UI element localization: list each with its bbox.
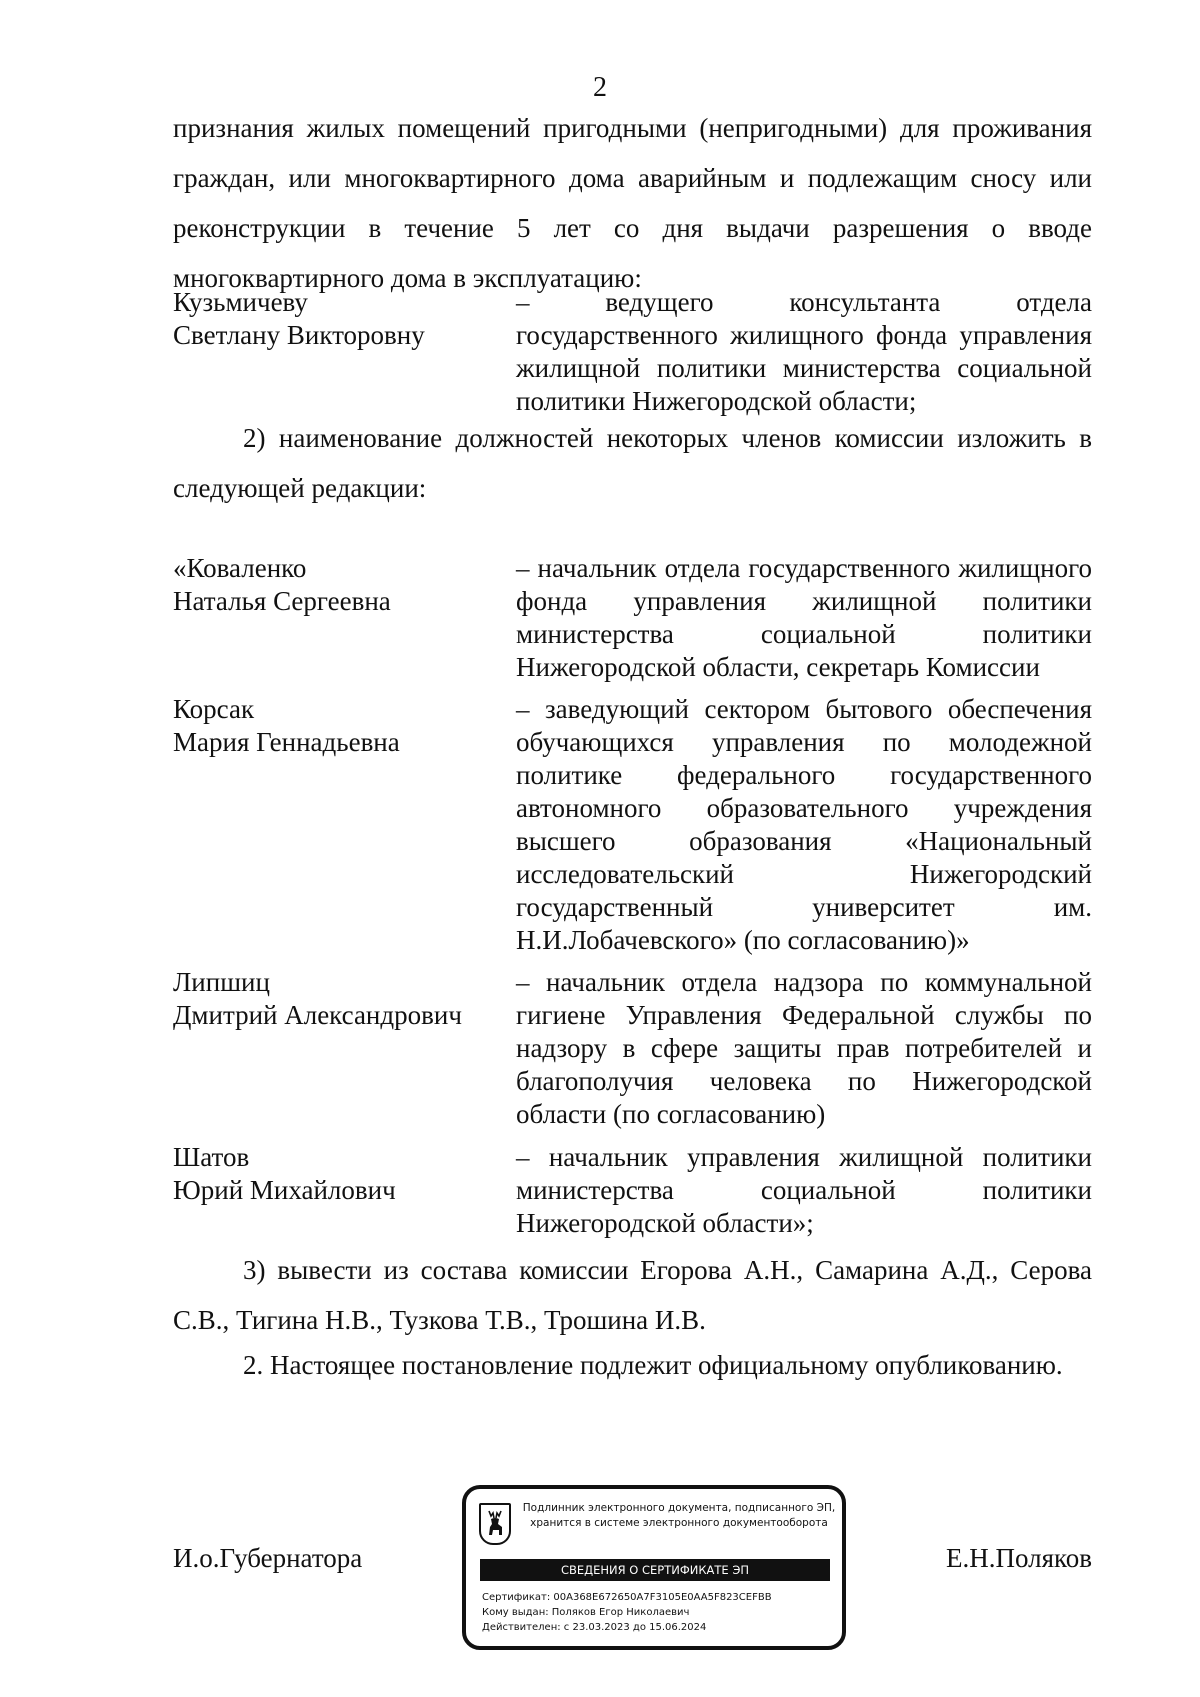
member-name [173,693,503,759]
member-surname: Липшиц [173,967,270,997]
stamp-details [482,1590,832,1635]
member-role: – начальник отдела надзора по коммунальной гигиене Управления Федеральной службы по надзору в сфере защиты прав потребителей и благополучия человека по Нижегородской области (по согласованию) [516,967,1092,1129]
member-surname: Корсак [173,694,255,724]
member-role: – ведущего консультанта отдела государственного жилищного фонда управления жилищной политики министерства социальной политики Нижегородской области; [516,287,1092,416]
member-surname: Кузьмичеву [173,287,308,317]
deer-coat-of-arms-icon [479,1503,511,1545]
member-given-name: Дмитрий Александрович [173,1000,462,1030]
item-2-paragraph: 2) наименование должностей некоторых членов комиссии изложить в следующей редакции: [173,423,1092,503]
stamp-header [520,1501,838,1531]
electronic-signature-stamp [462,1485,846,1650]
member-name [173,552,503,618]
member-surname: «Коваленко [173,553,307,583]
member-given-name: Юрий Михайлович [173,1175,396,1205]
member-given-name: Мария Геннадьевна [173,727,400,757]
stamp-certificate-title: СВЕДЕНИЯ О СЕРТИФИКАТЕ ЭП [480,1559,830,1581]
member-given-name: Наталья Сергеевна [173,586,391,616]
stamp-header-line: Подлинник электронного документа, подписанного ЭП, [522,1502,836,1514]
certificate-owner: Кому выдан: Поляков Егор Николаевич [482,1607,690,1618]
item-3-paragraph: 3) вывести из состава комиссии Егорова А.Н., Самарина А.Д., Серова С.В., Тигина Н.В., Тузкова Т.В., Трошина И.В. [173,1255,1092,1335]
intro-paragraph: признания жилых помещений пригодными (непригодными) для проживания граждан, или многоквартирного дома аварийным и подлежащим сносу или реконструкции в течение 5 лет со дня выдачи разрешения о вводе многоквартирного дома в эксплуатацию: [173,113,1092,293]
signatory-title: И.о.Губернатора [173,1543,363,1573]
member-surname: Шатов [173,1142,250,1172]
stamp-header-line: хранится в системе электронного документооборота [530,1517,828,1529]
clause-2-paragraph: 2. Настоящее постановление подлежит официальному опубликованию. [243,1350,1063,1380]
member-role: – начальник управления жилищной политики министерства социальной политики Нижегородской области»; [516,1142,1092,1238]
member-given-name: Светлану Викторовну [173,320,425,350]
member-name [173,286,503,352]
certificate-validity: Действителен: с 23.03.2023 до 15.06.2024 [482,1622,707,1633]
member-name [173,966,503,1032]
certificate-number: Сертификат: 00A368E672650A7F3105E0AA5F823CEFBB [482,1592,772,1603]
member-name [173,1141,503,1207]
signatory-name: Е.Н.Поляков [945,1543,1092,1573]
member-role: – заведующий сектором бытового обеспечения обучающихся управления по молодежной политике федерального государственного автономного образовательного учреждения высшего образования «Национальный исследовательский Нижегородский государственный университет им. Н.И.Лобачевского» (по согласованию)» [516,694,1092,955]
page-number: 2 [593,72,607,103]
member-role: – начальник отдела государственного жилищного фонда управления жилищной политики министерства социальной политики Нижегородской области, секретарь Комиссии [516,553,1092,682]
